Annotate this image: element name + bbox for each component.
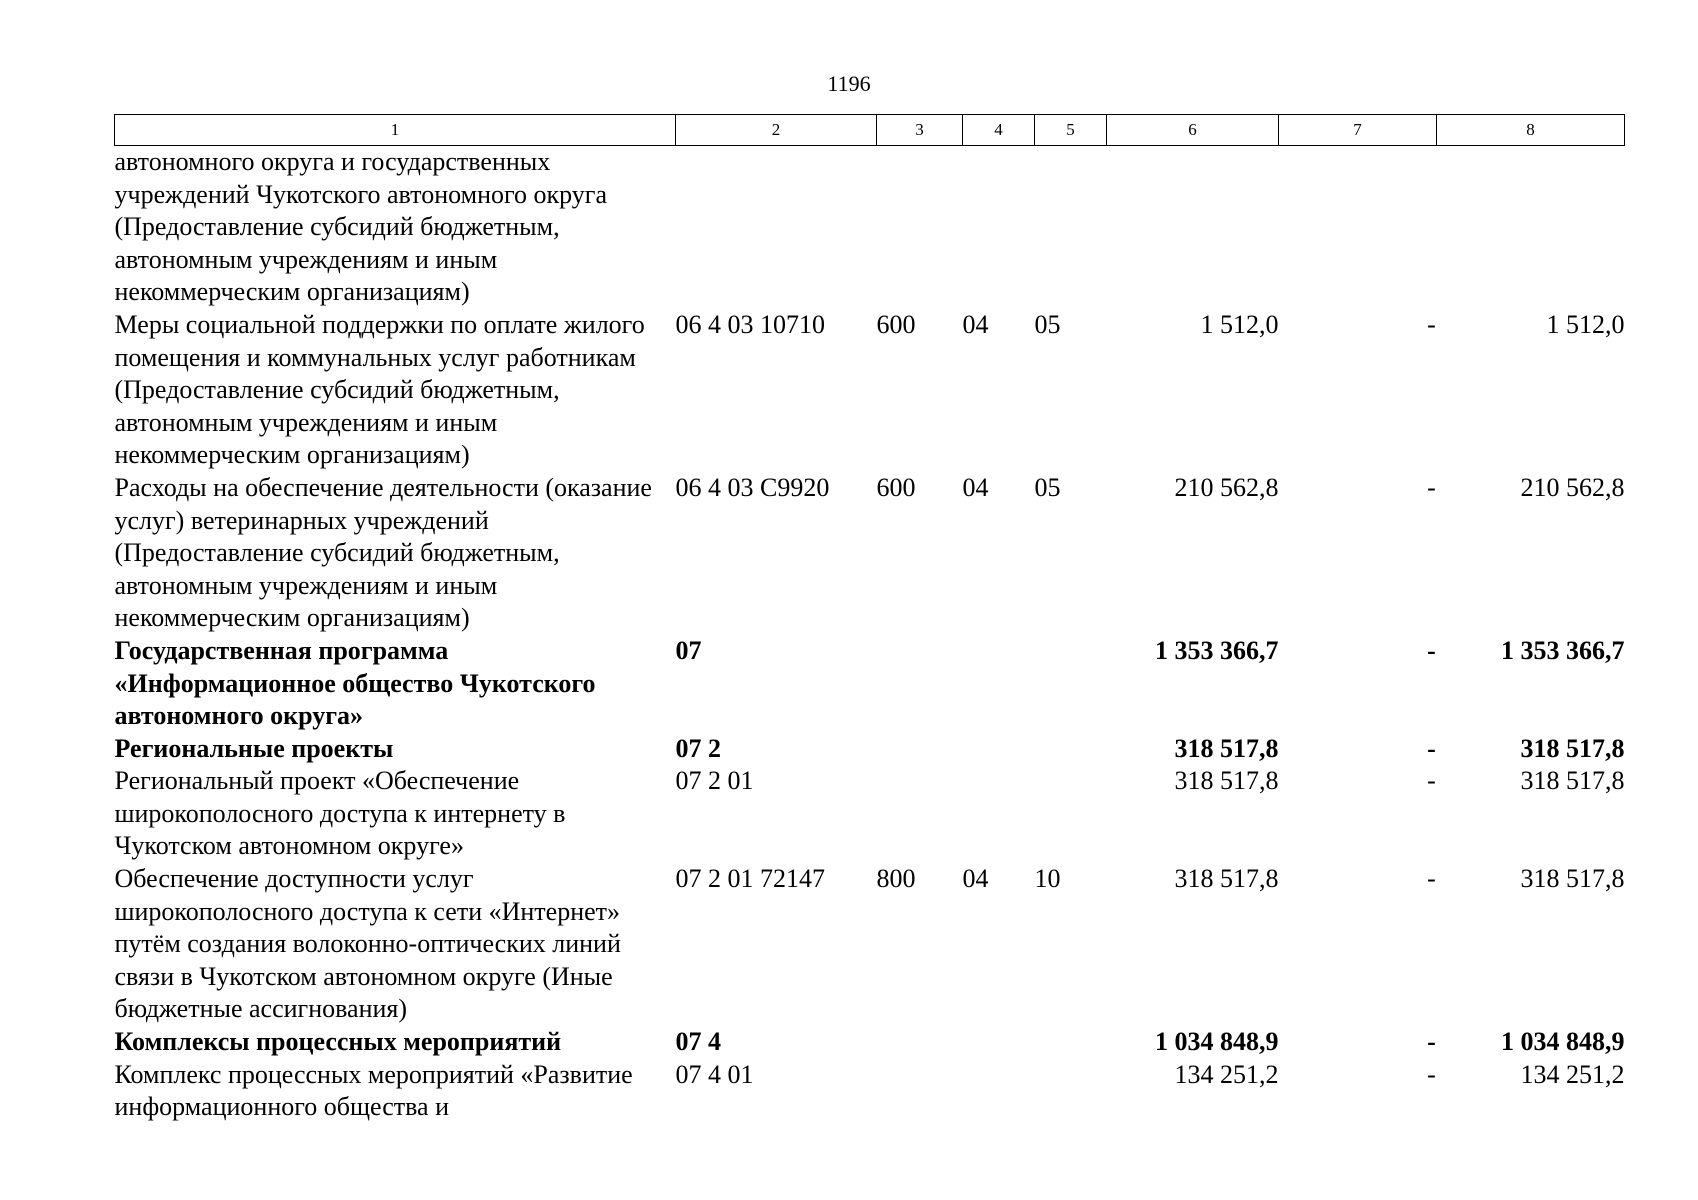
row-subsection-cell xyxy=(1035,1026,1107,1059)
row-total-cell: 1 512,0 xyxy=(1546,309,1625,339)
row-change-cell xyxy=(1279,472,1437,635)
row-name-cell: автономного округа и государственных учреждений Чукотского автономного округа (Предоставление субсидий бюджетным, автономным учреждениям и иным некоммерческим организациям) xyxy=(114,147,607,307)
row-expense-type-cell xyxy=(877,635,963,733)
table-row xyxy=(115,733,1625,766)
page-number: 1196 xyxy=(827,71,871,96)
table-row xyxy=(115,309,1625,472)
row-code-cell: 07 4 01 xyxy=(675,1059,754,1089)
table-body xyxy=(115,146,1625,1124)
row-section-cell xyxy=(963,765,1035,863)
row-change-cell xyxy=(1279,635,1437,733)
change-dash: - xyxy=(1427,864,1436,894)
table-row xyxy=(115,863,1625,1026)
row-section-cell xyxy=(963,635,1035,733)
row-change-cell xyxy=(1279,765,1437,863)
row-code-cell: 06 4 03 С9920 xyxy=(675,472,830,502)
row-name-cell: Региональный проект «Обеспечение широкополосного доступа к интернету в Чукотском автономном округе» xyxy=(114,766,566,861)
table-header-row xyxy=(115,115,1625,146)
row-code-cell: 07 xyxy=(675,635,702,665)
row-expense-type-cell xyxy=(877,765,963,863)
column-header: 3 xyxy=(877,115,963,146)
row-total-cell: 1 034 848,9 xyxy=(1501,1027,1625,1057)
row-section-cell xyxy=(963,1059,1035,1124)
row-total-cell: 318 517,8 xyxy=(1520,766,1625,796)
row-amount-cell: 1 034 848,9 xyxy=(1155,1027,1279,1057)
row-code-cell: 07 2 xyxy=(675,733,721,763)
row-amount-cell: 134 251,2 xyxy=(1174,1059,1279,1089)
row-expense-type-cell xyxy=(877,1059,963,1124)
table-row xyxy=(115,1026,1625,1059)
row-amount-cell: 318 517,8 xyxy=(1174,864,1279,894)
column-header: 5 xyxy=(1035,115,1107,146)
row-code-cell xyxy=(676,146,877,309)
row-amount-cell xyxy=(1107,146,1279,309)
row-amount-cell: 1 353 366,7 xyxy=(1155,635,1279,665)
column-header: 6 xyxy=(1107,115,1279,146)
row-change-cell xyxy=(1279,863,1437,1026)
table-row xyxy=(115,635,1625,733)
row-section-cell xyxy=(963,146,1035,309)
row-code-cell: 07 2 01 72147 xyxy=(675,864,825,894)
row-expense-type-cell xyxy=(877,1026,963,1059)
row-amount-cell: 318 517,8 xyxy=(1174,733,1279,763)
column-header: 4 xyxy=(963,115,1035,146)
row-subsection-cell xyxy=(1035,1059,1107,1124)
column-header: 7 xyxy=(1279,115,1437,146)
row-subsection-cell xyxy=(1035,765,1107,863)
row-name-cell: Комплекс процессных мероприятий «Развитие информационного общества и xyxy=(114,1059,633,1122)
row-amount-cell: 318 517,8 xyxy=(1174,766,1279,796)
row-name-cell: Государственная программа «Информационное общество Чукотского автономного округа» xyxy=(114,635,596,731)
row-section-cell xyxy=(963,1026,1035,1059)
row-subsection-cell xyxy=(1035,635,1107,733)
row-section-cell: 04 xyxy=(962,864,989,894)
row-change-cell xyxy=(1279,309,1437,472)
row-change-cell xyxy=(1279,1059,1437,1124)
row-code-cell: 06 4 03 10710 xyxy=(675,309,825,339)
row-expense-type-cell: 800 xyxy=(876,864,916,894)
table-row xyxy=(115,1059,1625,1124)
row-change-cell xyxy=(1279,733,1437,766)
row-subsection-cell xyxy=(1035,146,1107,309)
row-expense-type-cell xyxy=(877,146,963,309)
row-name-cell: Меры социальной поддержки по оплате жилого помещения и коммунальных услуг работникам (Предоставление субсидий бюджетным, автономным учреждениям и иным некоммерческим организациям) xyxy=(114,309,645,470)
row-change-cell xyxy=(1279,146,1437,309)
row-expense-type-cell xyxy=(877,733,963,766)
budget-table xyxy=(114,114,1625,1124)
table-row xyxy=(115,472,1625,635)
row-subsection-cell: 05 xyxy=(1034,309,1061,339)
change-dash: - xyxy=(1427,1059,1436,1089)
table-row xyxy=(115,765,1625,863)
row-section-cell: 04 xyxy=(962,309,989,339)
row-total-cell: 318 517,8 xyxy=(1520,733,1625,763)
row-subsection-cell: 05 xyxy=(1034,472,1061,502)
row-change-cell xyxy=(1279,1026,1437,1059)
row-name-cell: Расходы на обеспечение деятельности (оказание услуг) ветеринарных учреждений (Предоставление субсидий бюджетным, автономным учреждениям и иным некоммерческим организациям) xyxy=(114,472,652,633)
table-row xyxy=(115,146,1625,309)
row-code-cell: 07 2 01 xyxy=(675,766,754,796)
row-name-cell: Комплексы процессных мероприятий xyxy=(114,1027,562,1057)
row-section-cell xyxy=(963,733,1035,766)
row-total-cell: 210 562,8 xyxy=(1520,472,1625,502)
row-total-cell: 318 517,8 xyxy=(1520,864,1625,894)
change-dash: - xyxy=(1427,733,1436,763)
row-total-cell: 1 353 366,7 xyxy=(1501,635,1625,665)
row-expense-type-cell: 600 xyxy=(876,472,916,502)
column-header: 2 xyxy=(676,115,877,146)
row-name-cell: Региональные проекты xyxy=(114,733,394,763)
change-dash: - xyxy=(1427,766,1436,796)
row-total-cell xyxy=(1437,146,1625,309)
row-expense-type-cell: 600 xyxy=(876,309,916,339)
column-header: 1 xyxy=(115,115,676,146)
row-subsection-cell: 10 xyxy=(1034,864,1061,894)
row-name-cell: Обеспечение доступности услуг широкополосного доступа к сети «Интернет» путём создания волоконно-оптических линий связи в Чукотском автономном округе (Иные бюджетные ассигнования) xyxy=(114,864,621,1024)
change-dash: - xyxy=(1427,472,1436,502)
row-amount-cell: 210 562,8 xyxy=(1174,472,1279,502)
change-dash: - xyxy=(1427,309,1436,339)
row-section-cell: 04 xyxy=(962,472,989,502)
change-dash: - xyxy=(1427,635,1436,665)
row-total-cell: 134 251,2 xyxy=(1520,1059,1625,1089)
change-dash: - xyxy=(1427,1027,1436,1057)
row-subsection-cell xyxy=(1035,733,1107,766)
row-amount-cell: 1 512,0 xyxy=(1200,309,1279,339)
column-header: 8 xyxy=(1437,115,1625,146)
row-code-cell: 07 4 xyxy=(675,1027,721,1057)
